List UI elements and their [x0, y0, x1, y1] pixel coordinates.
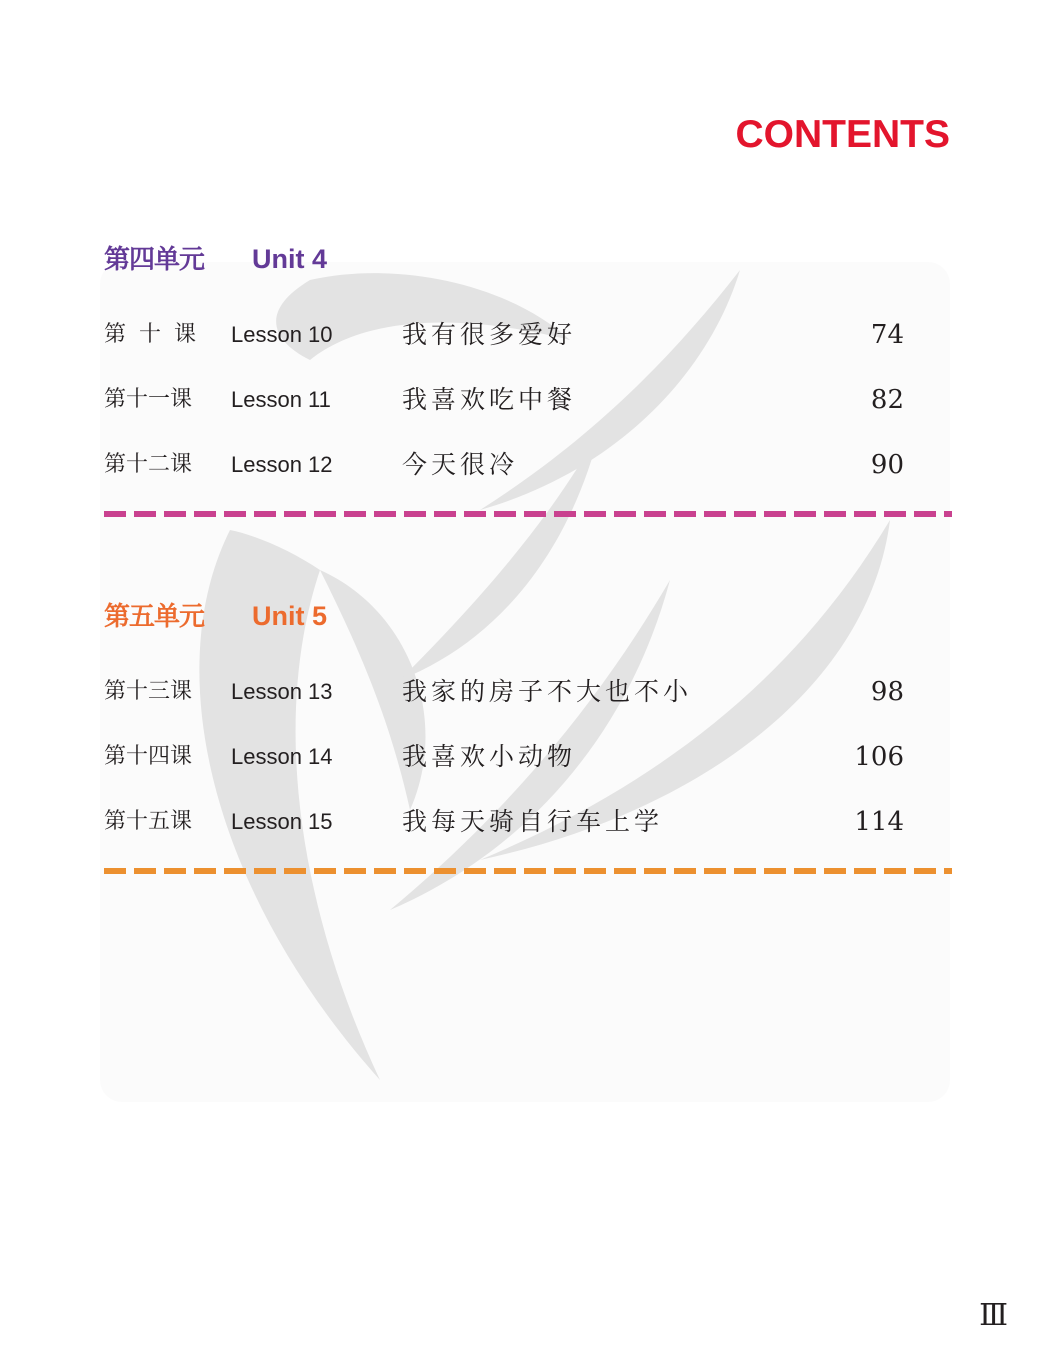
unit-5-english-label: Unit 5: [252, 601, 328, 631]
page-number: 82: [870, 385, 904, 415]
unit-5-chinese-label: 第五单元: [104, 602, 205, 632]
page-number: 98: [870, 677, 904, 707]
lesson-label: Lesson 11: [231, 387, 331, 412]
toc-row-lesson-13[interactable]: [104, 672, 904, 712]
page-number: 90: [870, 450, 904, 480]
toc-row-lesson-12[interactable]: [104, 445, 904, 485]
unit-4-dashed-divider: [104, 511, 952, 517]
unit-4-heading: [104, 241, 327, 277]
lesson-label: Lesson 14: [231, 744, 333, 769]
contents-title: CONTENTS: [735, 113, 950, 156]
folio-page-number: Ⅲ: [979, 1298, 1008, 1333]
lesson-number-cn: 第十二课: [104, 452, 193, 477]
toc-row-lesson-11[interactable]: [104, 380, 904, 420]
lesson-label: Lesson 13: [231, 679, 333, 704]
lesson-number-cn: 第十一课: [104, 387, 193, 412]
page-number: 114: [854, 807, 904, 837]
lesson-title: 我家的房子不大也不小: [402, 677, 693, 706]
unit-5-heading: [104, 598, 327, 634]
lesson-label: Lesson 10: [231, 322, 333, 347]
lesson-number-cn: 第十三课: [104, 679, 193, 704]
lesson-title: 今天很冷: [402, 450, 519, 479]
unit-5-dashed-divider: [104, 868, 952, 874]
lesson-title: 我每天骑自行车上学: [402, 807, 664, 836]
lesson-title: 我有很多爱好: [402, 320, 577, 349]
toc-row-lesson-14[interactable]: [104, 737, 904, 777]
lesson-title: 我喜欢小动物: [402, 742, 577, 771]
lesson-number-cn: 第十五课: [104, 809, 193, 834]
toc-row-lesson-10[interactable]: [104, 315, 904, 355]
unit-4-english-label: Unit 4: [252, 244, 328, 274]
page-number: 106: [854, 742, 904, 772]
lesson-number-cn: 第十四课: [104, 744, 193, 769]
unit-4-chinese-label: 第四单元: [104, 245, 205, 275]
lesson-label: Lesson 15: [231, 809, 333, 834]
lesson-label: Lesson 12: [231, 452, 333, 477]
lesson-number-cn: 第十课: [104, 322, 210, 347]
page-number: 74: [870, 320, 904, 350]
toc-row-lesson-15[interactable]: [104, 802, 904, 842]
lesson-title: 我喜欢吃中餐: [402, 385, 577, 414]
